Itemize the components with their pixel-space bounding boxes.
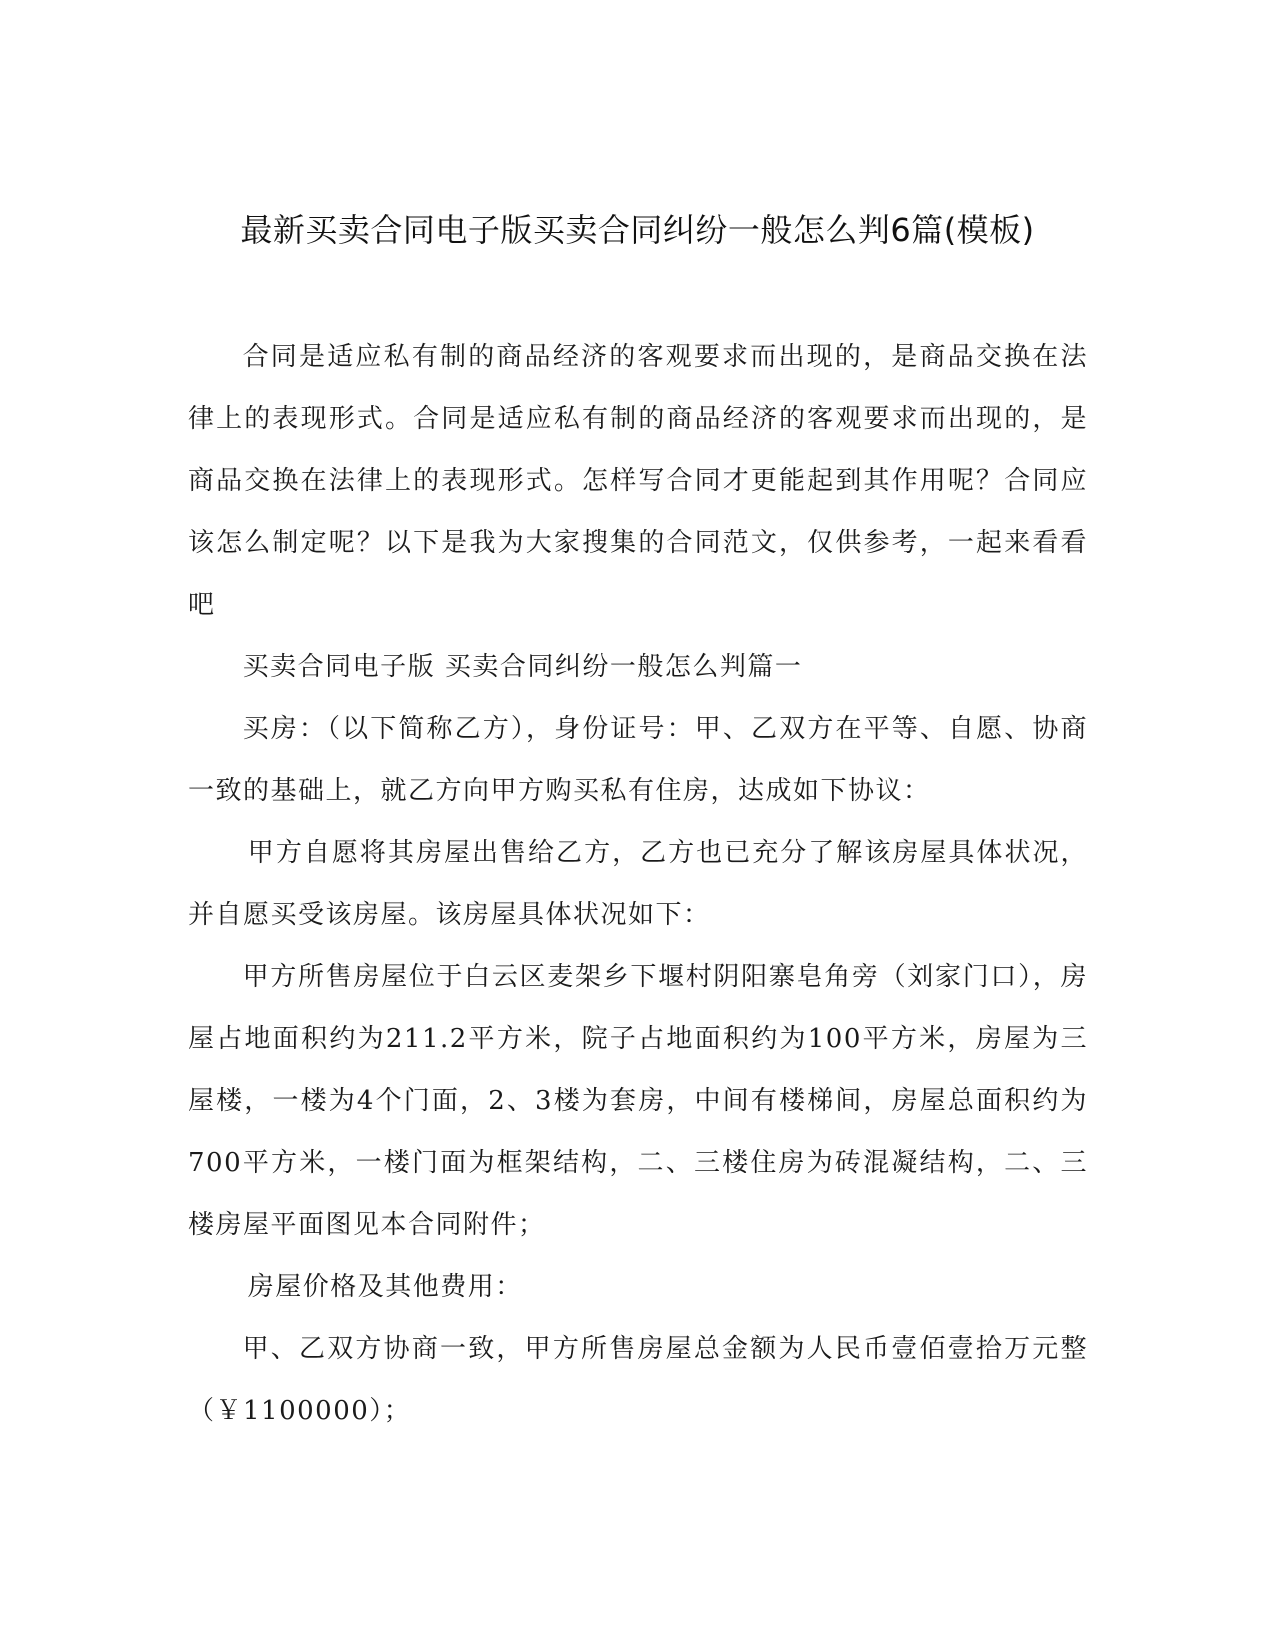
paragraph-intro: 合同是适应私有制的商品经济的客观要求而出现的，是商品交换在法律上的表现形式。合同是适应私有制的商品经济的客观要求而出现的，是商品交换在法律上的表现形式。怎样写合同才更能起到其作用呢？合同应该怎么制定呢？以下是我为大家搜集的合同范文，仅供参考，一起来看看吧	[188, 342, 1088, 620]
document-body	[188, 326, 1088, 1442]
document-title: 最新买卖合同电子版买卖合同纠纷一般怎么判6篇(模板)	[240, 211, 1035, 249]
paragraph-price-heading: 房屋价格及其他费用：	[247, 1272, 523, 1302]
section-heading: 买卖合同电子版 买卖合同纠纷一般怎么判篇一	[242, 652, 803, 682]
paragraph-seller-intent: 甲方自愿将其房屋出售给乙方，乙方也已充分了解该房屋具体状况，并自愿买受该房屋。该房屋具体状况如下：	[188, 838, 1088, 930]
paragraph-property-details: 甲方所售房屋位于白云区麦架乡下堰村阴阳寨皂角旁（刘家门口），房屋占地面积约为211.2平方米，院子占地面积约为100平方米，房屋为三屋楼，一楼为4个门面，2、3楼为套房，中间有楼梯间，房屋总面积约为700平方米，一楼门面为框架结构，二、三楼住房为砖混凝结构，二、三楼房屋平面图见本合同附件；	[188, 962, 1088, 1240]
paragraph-price: 甲、乙双方协商一致，甲方所售房屋总金额为人民币壹佰壹拾万元整（￥1100000）；	[188, 1334, 1088, 1426]
paragraph-buyer: 买房：（以下简称乙方），身份证号：甲、乙双方在平等、自愿、协商一致的基础上，就乙方向甲方购买私有住房，达成如下协议：	[188, 714, 1088, 806]
